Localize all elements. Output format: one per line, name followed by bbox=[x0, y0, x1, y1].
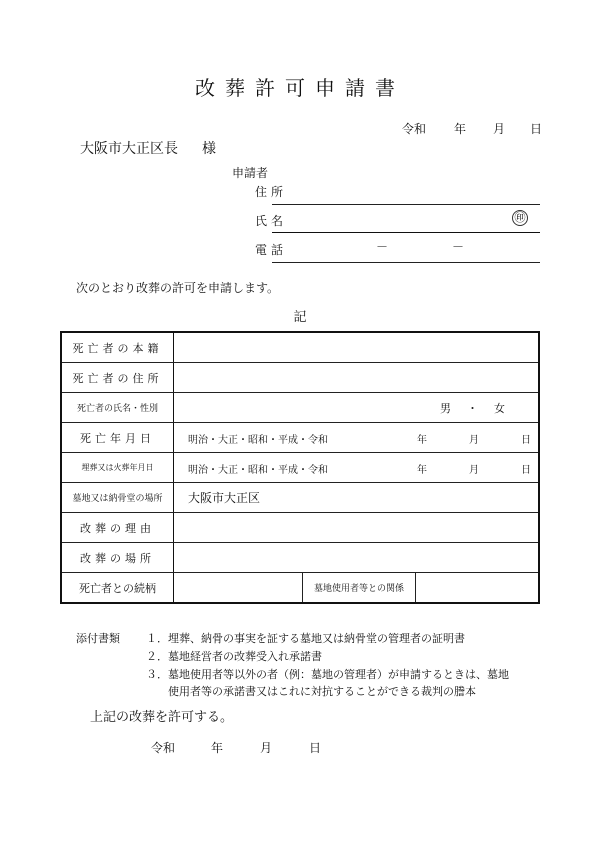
name-sex-label: 死亡者の氏名・性別 bbox=[61, 393, 174, 423]
table-row bbox=[61, 423, 539, 453]
month-label: 月 bbox=[469, 465, 479, 476]
phone-separator-1: － bbox=[376, 240, 389, 254]
permit-text: 上記の改葬を許可する。 bbox=[90, 710, 234, 725]
table-row bbox=[61, 363, 539, 393]
attachment-item: 使用者等の承諾書又はこれに対抗することができる裁判の謄本 bbox=[146, 685, 476, 698]
grave-city: 大阪市大正区 bbox=[188, 491, 261, 505]
day-label: 日 bbox=[521, 435, 531, 446]
reburial-place-label: 改葬の場所 bbox=[61, 543, 174, 573]
date-era: 令和 bbox=[402, 122, 427, 136]
reason-label: 改葬の理由 bbox=[61, 513, 174, 543]
death-date-label: 死亡年月日 bbox=[61, 423, 174, 453]
table-row bbox=[61, 513, 539, 543]
phone-line[interactable] bbox=[272, 262, 540, 263]
name-line[interactable] bbox=[272, 232, 540, 233]
name-label: 氏名 bbox=[255, 214, 288, 228]
table-row bbox=[61, 543, 539, 573]
user-relation-field[interactable] bbox=[416, 573, 540, 604]
address-label-cell: 死亡者の住所 bbox=[61, 363, 174, 393]
male-option[interactable]: 男 bbox=[440, 402, 453, 415]
addressee-name: 大阪市大正区長 bbox=[80, 141, 178, 157]
table-row bbox=[61, 573, 539, 604]
death-date-field[interactable] bbox=[174, 423, 540, 453]
address-label: 住所 bbox=[255, 185, 288, 199]
honseki-label: 死亡者の本籍 bbox=[61, 332, 174, 363]
permit-date-year: 年 bbox=[211, 741, 224, 755]
permit-date-month: 月 bbox=[260, 741, 273, 755]
addressee bbox=[80, 138, 216, 158]
burial-date-label: 埋葬又は火葬年月日 bbox=[61, 453, 174, 483]
era-options: 明治・大正・昭和・平成・令和 bbox=[188, 465, 328, 476]
table-row bbox=[61, 393, 539, 423]
seal-mark: ㊞ bbox=[512, 210, 528, 226]
application-table bbox=[60, 331, 540, 604]
date-year: 年 bbox=[454, 122, 467, 136]
table-row bbox=[61, 332, 539, 363]
gender-options bbox=[440, 400, 507, 416]
day-label: 日 bbox=[521, 465, 531, 476]
permit-date-era: 令和 bbox=[151, 741, 176, 755]
attachment-item: ２．墓地経営者の改葬受入れ承諾書 bbox=[146, 650, 322, 663]
attachments-label: 添付書類 bbox=[76, 632, 120, 645]
year-label: 年 bbox=[417, 465, 427, 476]
attachment-item: １．埋葬、納骨の事実を証する墓地又は納骨堂の管理者の証明書 bbox=[146, 632, 465, 645]
female-option[interactable]: 女 bbox=[494, 402, 507, 415]
era-options: 明治・大正・昭和・平成・令和 bbox=[188, 435, 328, 446]
month-label: 月 bbox=[469, 435, 479, 446]
user-relation-label: 墓地使用者等との関係 bbox=[303, 573, 416, 604]
name-sex-field[interactable] bbox=[174, 393, 540, 423]
address-line[interactable] bbox=[272, 204, 540, 205]
date-month: 月 bbox=[493, 122, 506, 136]
date-day: 日 bbox=[530, 122, 543, 136]
honseki-field[interactable] bbox=[174, 332, 540, 363]
permit-date-day: 日 bbox=[309, 741, 322, 755]
deceased-address-field[interactable] bbox=[174, 363, 540, 393]
addressee-honorific: 様 bbox=[202, 141, 216, 157]
grave-place-field[interactable] bbox=[174, 483, 540, 513]
year-label: 年 bbox=[417, 435, 427, 446]
table-row bbox=[61, 453, 539, 483]
intro-text: 次のとおり改葬の許可を申請します。 bbox=[76, 281, 280, 295]
grave-place-label: 墓地又は納骨堂の場所 bbox=[61, 483, 174, 513]
phone-label: 電話 bbox=[255, 243, 288, 257]
reburial-place-field[interactable] bbox=[174, 543, 540, 573]
attachment-item: ３．墓地使用者等以外の者（例：墓地の管理者）が申請するときは、墓地 bbox=[146, 668, 509, 681]
applicant-label: 申請者 bbox=[232, 166, 269, 180]
relation-label: 死亡者との続柄 bbox=[61, 573, 174, 604]
reason-field[interactable] bbox=[174, 513, 540, 543]
gender-dot: ・ bbox=[467, 402, 480, 415]
table-row bbox=[61, 483, 539, 513]
document-title: 改葬許可申請書 bbox=[195, 76, 405, 100]
burial-date-field[interactable] bbox=[174, 453, 540, 483]
relation-field[interactable] bbox=[174, 573, 303, 604]
phone-separator-2: － bbox=[452, 240, 465, 254]
ki-heading: 記 bbox=[293, 310, 307, 325]
